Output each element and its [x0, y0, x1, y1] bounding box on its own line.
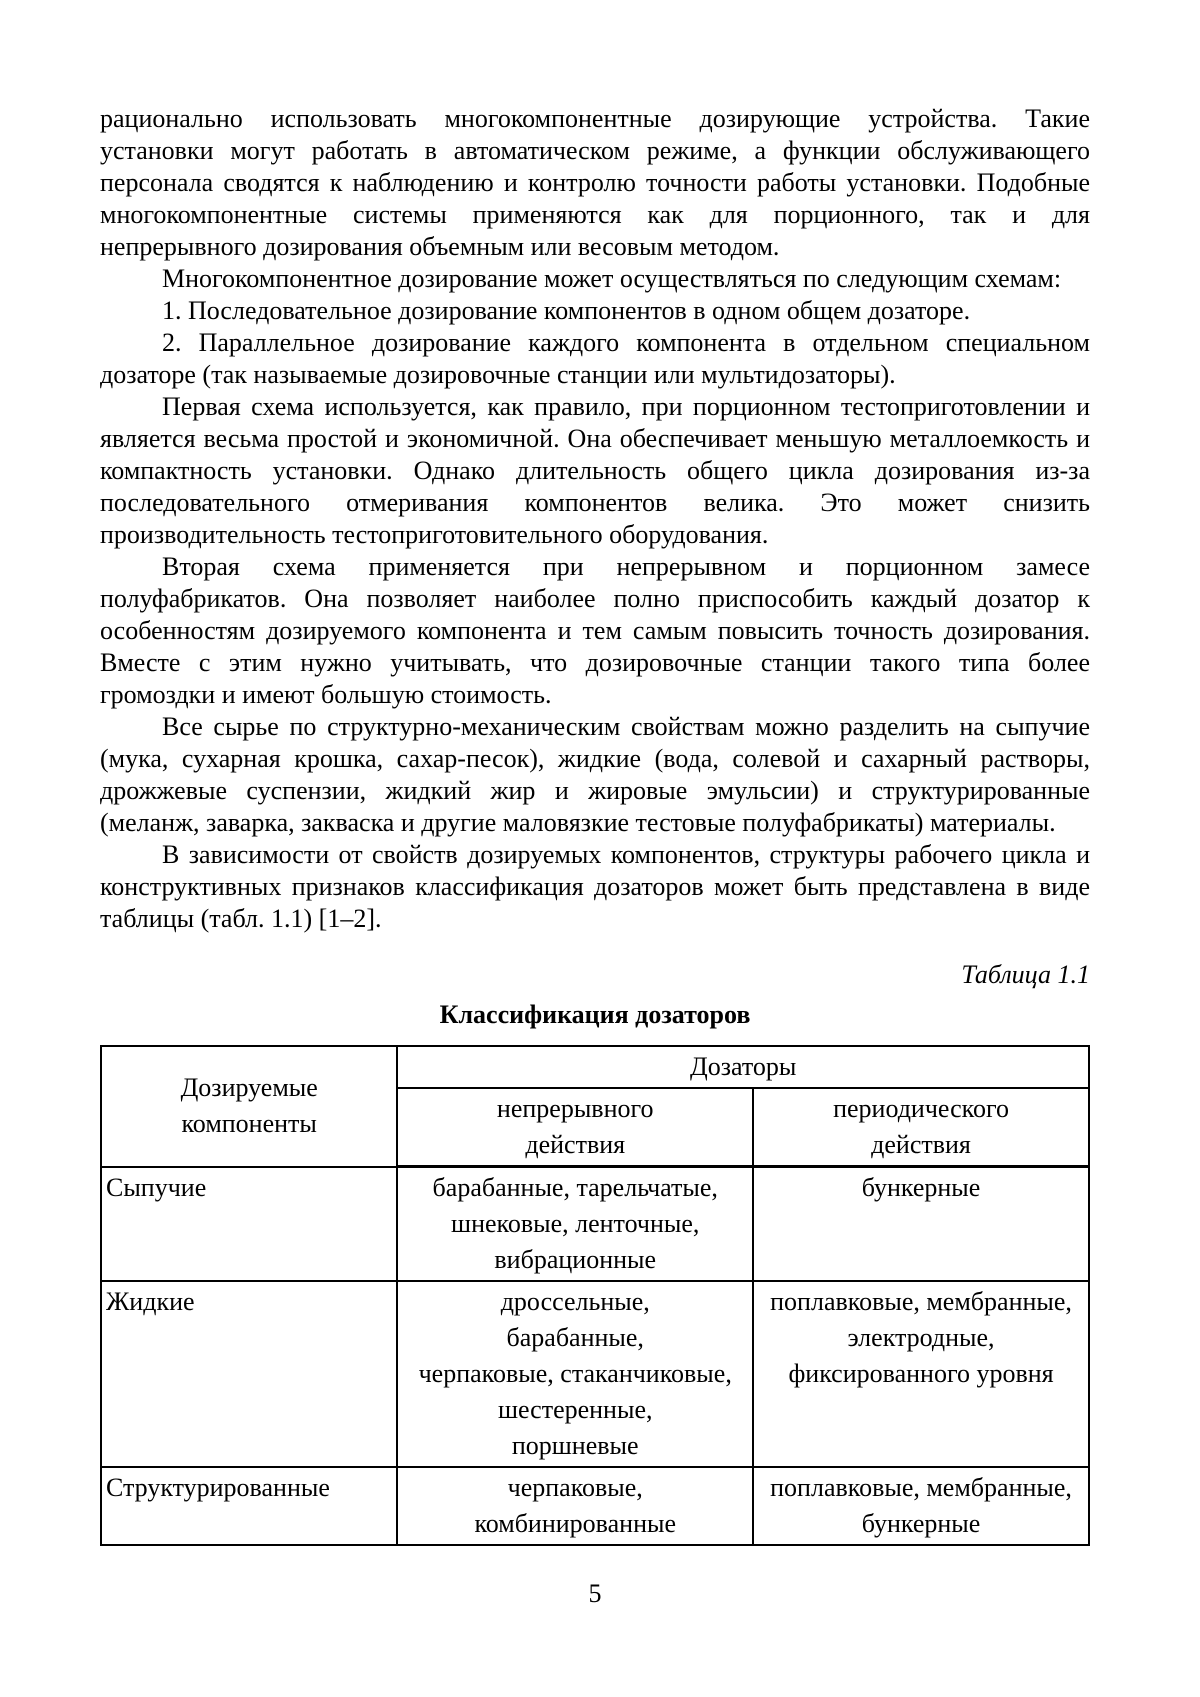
cell-periodic: поплавковые, мембранные, электродные, фиксированного уровня — [753, 1281, 1089, 1467]
table-title: Классификация дозаторов — [439, 1000, 751, 1029]
cell-component: Сыпучие — [101, 1167, 397, 1282]
body-paragraph: Первая схема используется, как правило, при порционном тестоприготовлении и является весьма простой и экономичной. Она обеспечивает меньшую металлоемкость и компактность установки. Однако длительность общего цикла дозирования из-за последовательного отмеривания компонентов велика. Это может снизить производительность тестоприготовительного оборудования. — [100, 392, 1090, 549]
header-cell-dozators-group: Дозаторы — [397, 1046, 1089, 1088]
header-cell-periodic: периодического действия — [753, 1088, 1089, 1167]
header-cell-components: Дозируемые компоненты — [101, 1046, 397, 1167]
cell-component: Жидкие — [101, 1281, 397, 1467]
list-item-1: 1. Последовательное дозирование компонентов в одном общем дозаторе. — [162, 296, 971, 325]
cell-continuous: барабанные, тарельчатые, шнековые, ленточные, вибрационные — [397, 1167, 753, 1282]
header-cell-continuous: непрерывного действия — [397, 1088, 753, 1167]
table-caption: Таблица 1.1 — [961, 960, 1090, 989]
body-paragraph: Многокомпонентное дозирование может осуществляться по следующим схемам: — [162, 264, 1062, 293]
page-number: 5 — [588, 1579, 602, 1608]
body-paragraph: Вторая схема применяется при непрерывном и порционном замесе полуфабрикатов. Она позволяет наиболее полно приспособить каждый дозатор к особенностям дозируемого компонента и тем самым повысить точность дозирования. Вместе с этим нужно учитывать, что дозировочные станции такого типа более громоздки и имеют большую стоимость. — [100, 552, 1090, 709]
body-paragraph: рационально использовать многокомпонентные дозирующие устройства. Такие установки могут работать в автоматическом режиме, а функции обслуживающего персонала сводятся к наблюдению и контролю точности работы установки. Подобные многокомпонентные системы применяются как для порционного, так и для непрерывного дозирования объемным или весовым методом. — [100, 104, 1090, 261]
cell-periodic: поплавковые, мембранные, бункерные — [753, 1467, 1089, 1545]
table-row — [101, 1467, 1089, 1545]
table-row — [101, 1281, 1089, 1467]
list-item-2: 2. Параллельное дозирование каждого компонента в отдельном специальном дозаторе (так называемые дозировочные станции или мультидозаторы). — [100, 328, 1090, 389]
cell-periodic: бункерные — [753, 1167, 1089, 1282]
body-paragraph: Все сырье по структурно-механическим свойствам можно разделить на сыпучие (мука, сухарная крошка, сахар-песок), жидкие (вода, солевой и сахарный растворы, дрожжевые суспензии, жидкий жир и жировые эмульсии) и структурированные (меланж, заварка, закваска и другие маловязкие тестовые полуфабрикаты) материалы. — [100, 712, 1090, 837]
body-paragraph: В зависимости от свойств дозируемых компонентов, структуры рабочего цикла и конструктивных признаков классификация дозаторов может быть представлена в виде таблицы (табл. 1.1) [1–2]. — [100, 840, 1090, 933]
cell-continuous: черпаковые, комбинированные — [397, 1467, 753, 1545]
table-header-row-group — [101, 1046, 1089, 1088]
table-row — [101, 1167, 1089, 1282]
classification-table — [100, 1045, 1090, 1546]
body-text-block — [100, 103, 1090, 935]
cell-continuous: дроссельные, барабанные, черпаковые, стаканчиковые, шестеренные, поршневые — [397, 1281, 753, 1467]
cell-component: Структурированные — [101, 1467, 397, 1545]
